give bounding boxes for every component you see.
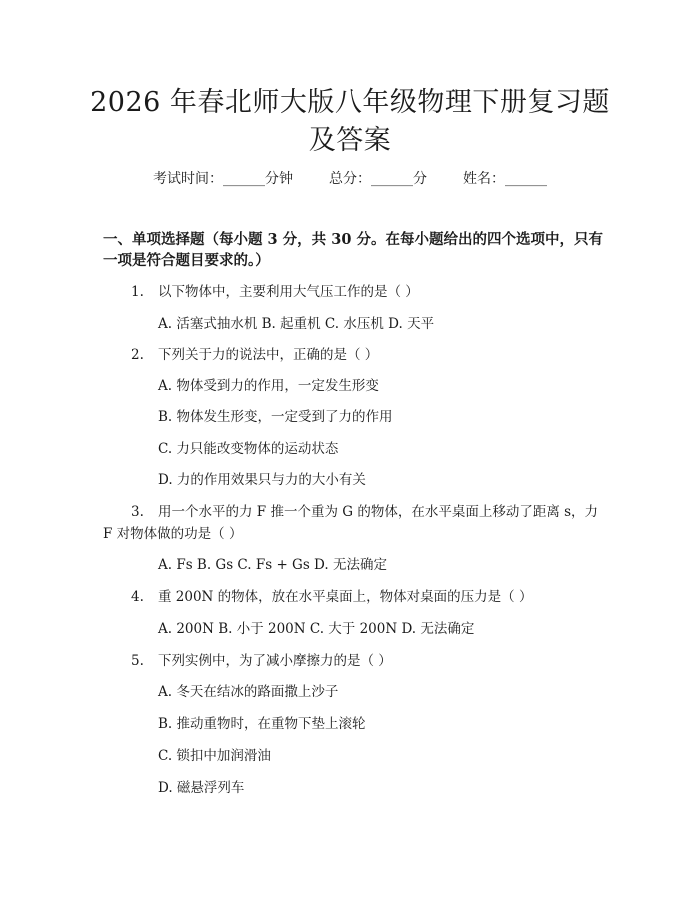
exam-time-field: 考试时间：______分钟 [153,171,293,187]
question-2-option-b: B. 物体发生形变，一定受到了力的作用 [158,409,393,425]
question-4 [131,587,532,607]
question-text: 以下物体中，主要利用大气压工作的是（ ） [158,284,419,300]
total-score-field: 总分：______分 [329,171,427,187]
question-number: 5. [131,653,144,669]
exam-info-line [0,168,700,188]
question-5-option-a: A. 冬天在结冰的路面撒上沙子 [158,684,339,700]
student-name-field: 姓名：______ [463,171,547,187]
question-number: 4. [131,589,144,605]
question-2 [131,345,378,365]
question-1 [131,282,419,302]
question-3-options: A. Fs B. Gs C. Fs + Gs D. 无法确定 [158,557,387,573]
question-5-option-d: D. 磁悬浮列车 [158,780,245,796]
document-title: 2026 年春北师大版八年级物理下册复习题及答案 [90,87,610,156]
question-text: 下列实例中，为了减小摩擦力的是（ ） [158,653,392,669]
question-2-option-a: A. 物体受到力的作用，一定发生形变 [158,378,379,394]
section-heading: 一、单项选择题（每小题 3 分，共 30 分。在每小题给出的四个选项中，只有一项是符合题目要求的。） [103,231,603,269]
question-5-option-b: B. 推动重物时，在重物下垫上滚轮 [158,716,366,732]
question-1-options: A. 活塞式抽水机 B. 起重机 C. 水压机 D. 天平 [158,316,435,332]
question-number: 1. [131,284,144,300]
question-number: 3. [131,504,144,520]
question-5-option-c: C. 锁扣中加润滑油 [158,748,271,764]
question-2-option-c: C. 力只能改变物体的运动状态 [158,441,339,457]
question-2-option-d: D. 力的作用效果只与力的大小有关 [158,472,366,488]
question-5 [131,651,392,671]
question-3 [103,501,603,545]
question-text: 用一个水平的力 F 推一个重为 G 的物体，在水平桌面上移动了距离 s，力 F 对物体做的功是（ ） [103,504,599,542]
question-text: 下列关于力的说法中，正确的是（ ） [158,347,379,363]
question-text: 重 200N 的物体，放在水平桌面上，物体对桌面的压力是（ ） [158,589,533,605]
question-number: 2. [131,347,144,363]
question-4-options: A. 200N B. 小于 200N C. 大于 200N D. 无法确定 [158,621,475,637]
